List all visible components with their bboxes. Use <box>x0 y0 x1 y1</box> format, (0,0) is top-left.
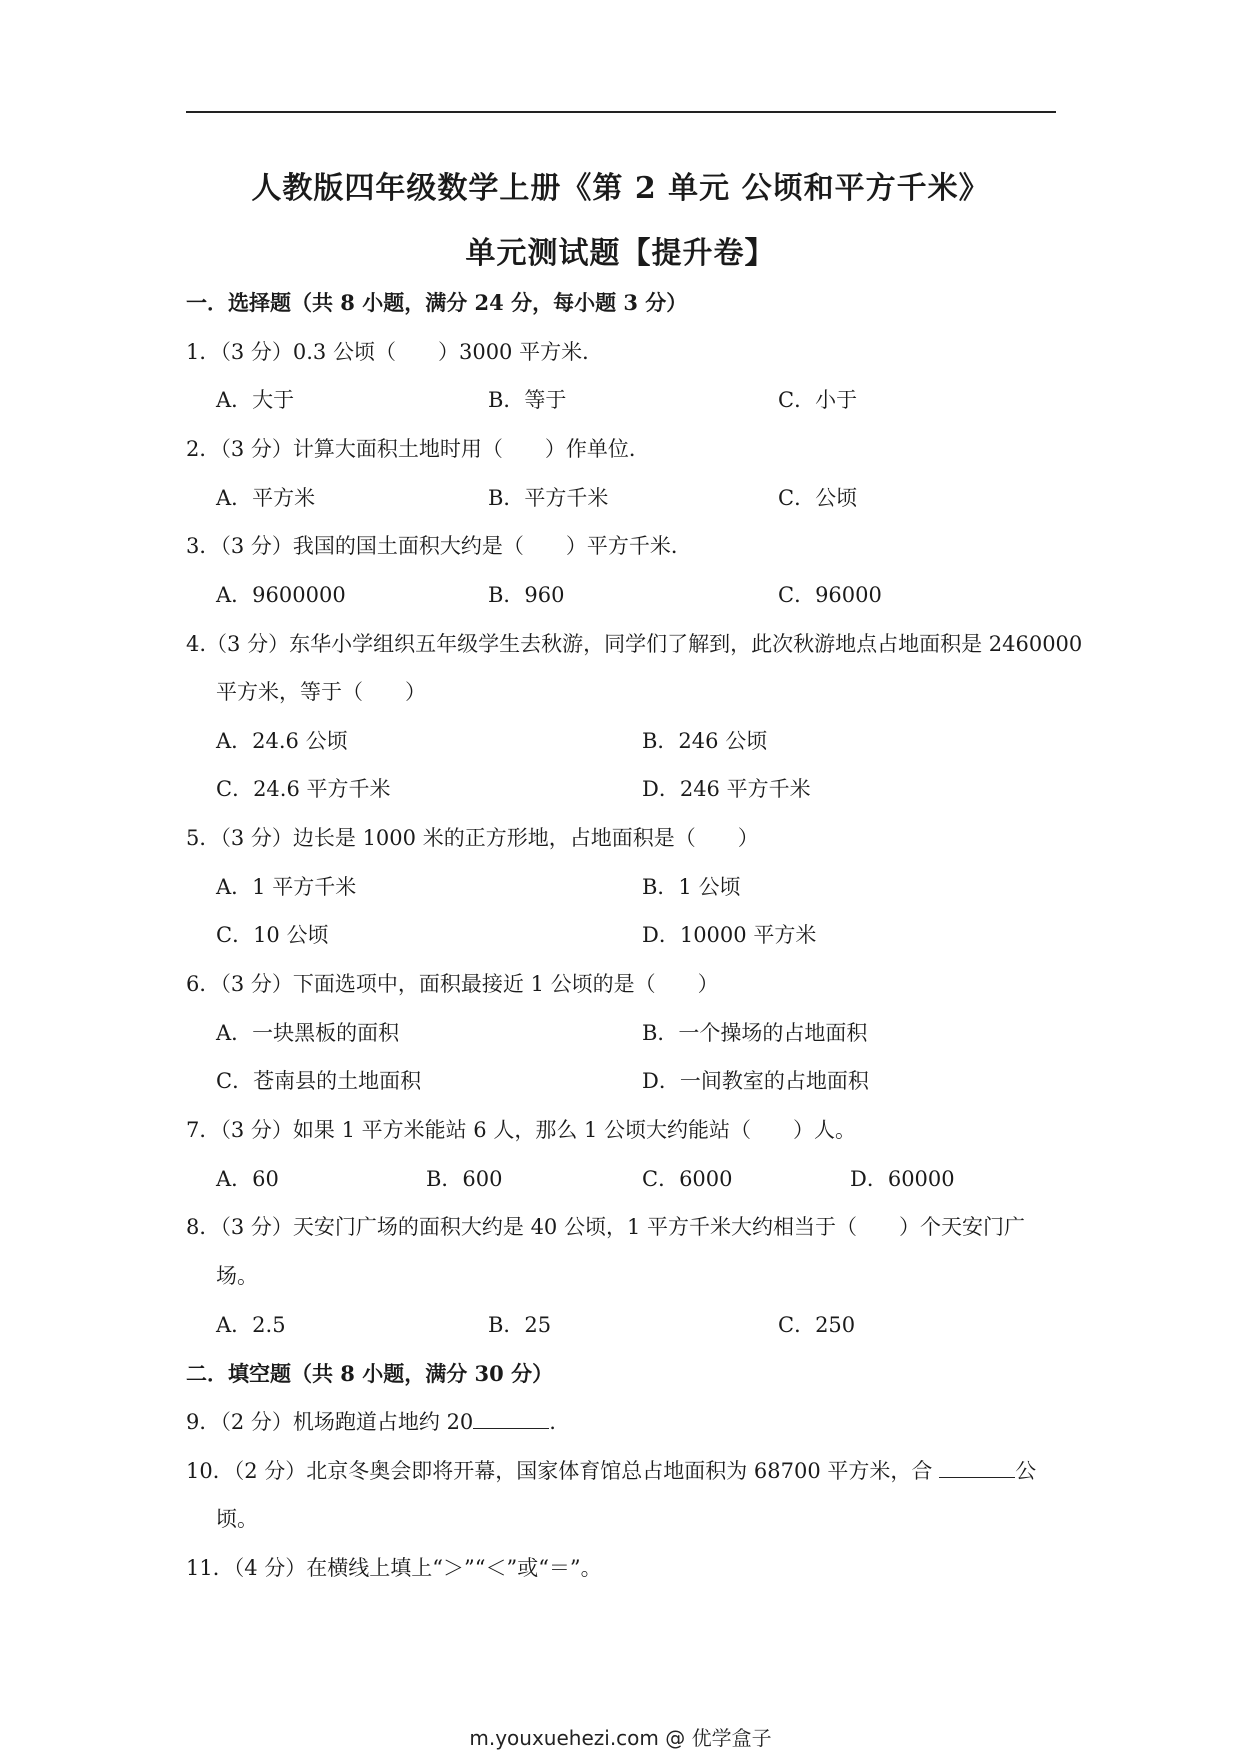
question-3-option-c: C．96000 <box>778 583 882 607</box>
question-3-option-b: B．960 <box>488 583 565 607</box>
question-8-option-c: C．250 <box>778 1313 856 1337</box>
question-1-option-c: C．小于 <box>778 388 858 412</box>
question-7-option-d: D．60000 <box>850 1167 955 1191</box>
question-10-blank <box>939 1459 1015 1478</box>
question-8-stem: 8．（3 分）天安门广场的面积大约是 40 公顷，1 平方千米大约相当于（ ）个天安门广 <box>186 1215 1026 1239</box>
question-11-stem: 11．（4 分）在横线上填上“＞”“＜”或“＝”。 <box>186 1556 602 1580</box>
question-6-option-d: D．一间教室的占地面积 <box>642 1069 869 1093</box>
question-9-stem-end: . <box>549 1410 556 1434</box>
question-7-stem: 7．（3 分）如果 1 平方米能站 6 人，那么 1 公顷大约能站（ ）人。 <box>186 1118 857 1142</box>
question-6-stem: 6．（3 分）下面选项中，面积最接近 1 公顷的是（ ） <box>186 972 719 996</box>
question-4-option-b: B．246 公顷 <box>642 729 768 753</box>
title-line-1: 人教版四年级数学上册《第 2 单元 公顷和平方千米》 <box>251 171 990 206</box>
question-6-option-a: A．一块黑板的面积 <box>216 1021 400 1045</box>
question-6-option-b: B．一个操场的占地面积 <box>642 1021 868 1045</box>
question-10-stem-end: 公 <box>1015 1459 1037 1483</box>
question-7-option-c: C．6000 <box>642 1167 733 1191</box>
question-1-option-b: B．等于 <box>488 388 567 412</box>
question-10-stem <box>186 1457 1036 1485</box>
question-7-option-a: A．60 <box>216 1167 279 1191</box>
question-9-stem-text: 9．（2 分）机场跑道占地约 20 <box>186 1410 474 1434</box>
top-rule <box>186 111 1056 113</box>
question-6-option-c: C．苍南县的土地面积 <box>216 1069 422 1093</box>
question-4-option-d: D．246 平方千米 <box>642 777 811 801</box>
section-heading-fill: 二．填空题（共 8 小题，满分 30 分） <box>186 1361 554 1386</box>
question-1-stem: 1．（3 分）0.3 公顷（ ）3000 平方米． <box>186 340 604 364</box>
question-9-blank <box>473 1410 549 1429</box>
footer-watermark: m.youxuehezi.com @ 优学盒子 <box>469 1726 772 1750</box>
section-heading-choice: 一．选择题（共 8 小题，满分 24 分，每小题 3 分） <box>186 290 688 315</box>
question-5-stem: 5．（3 分）边长是 1000 米的正方形地，占地面积是（ ） <box>186 826 759 850</box>
question-2-option-b: B．平方千米 <box>488 486 609 510</box>
question-4-stem: 4.（3 分）东华小学组织五年级学生去秋游，同学们了解到，此次秋游地点占地面积是 2460000 <box>186 632 1083 656</box>
question-3-stem: 3．（3 分）我国的国土面积大约是（ ）平方千米． <box>186 534 692 558</box>
question-4-option-a: A．24.6 公顷 <box>216 729 348 753</box>
question-5-option-a: A．1 平方千米 <box>216 875 357 899</box>
question-8-option-b: B．25 <box>488 1313 552 1337</box>
question-7-option-b: B．600 <box>426 1167 503 1191</box>
question-10-stem-cont: 顷。 <box>216 1507 258 1531</box>
question-5-option-c: C．10 公顷 <box>216 923 329 947</box>
title-line-2: 单元测试题【提升卷】 <box>465 236 776 271</box>
question-5-option-b: B．1 公顷 <box>642 875 741 899</box>
question-10-stem-text: 10．（2 分）北京冬奥会即将开幕，国家体育馆总占地面积为 68700 平方米，合 <box>186 1459 940 1483</box>
question-1-option-a: A．大于 <box>216 388 295 412</box>
question-5-option-d: D．10000 平方米 <box>642 923 817 947</box>
question-4-stem-cont: 平方米，等于（ ） <box>216 680 426 704</box>
question-2-option-a: A．平方米 <box>216 486 316 510</box>
question-4-option-c: C．24.6 平方千米 <box>216 777 391 801</box>
question-8-stem-cont: 场。 <box>216 1264 258 1288</box>
question-8-option-a: A．2.5 <box>216 1313 286 1337</box>
question-2-stem: 2．（3 分）计算大面积土地时用（ ）作单位． <box>186 437 650 461</box>
question-2-option-c: C．公顷 <box>778 486 858 510</box>
question-3-option-a: A．9600000 <box>216 583 346 607</box>
question-9-stem <box>186 1408 556 1436</box>
